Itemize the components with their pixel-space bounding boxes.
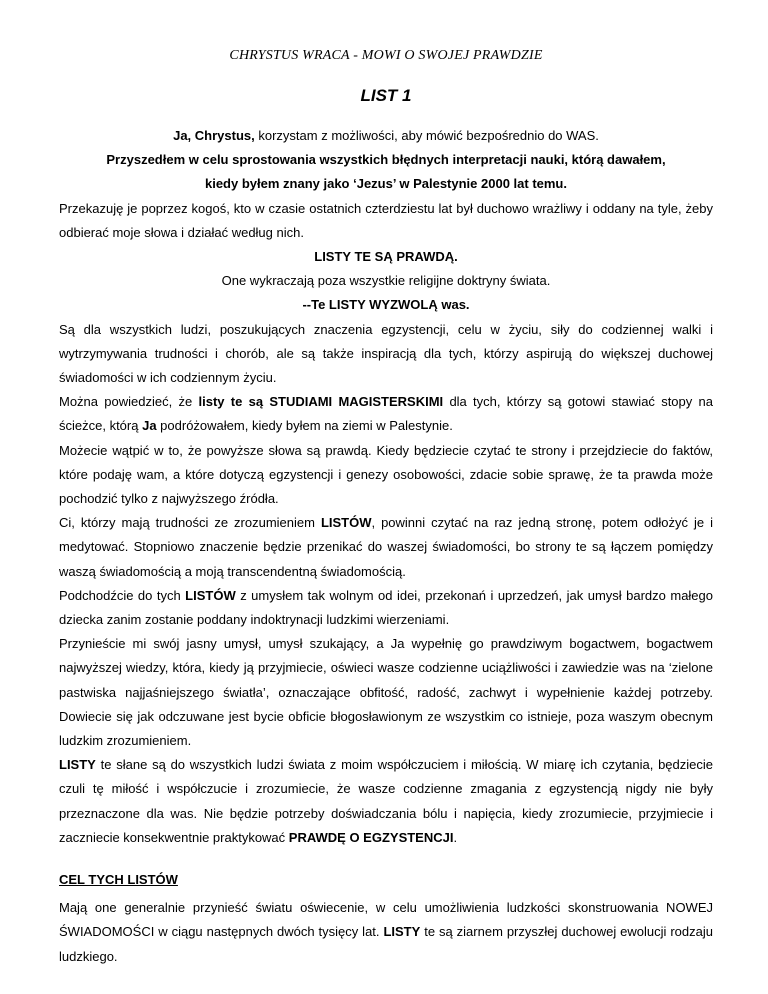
text-run: Ci, którzy mają trudności ze zrozumieniem bbox=[59, 515, 321, 531]
paragraph: Przekazuję je poprzez kogoś, kto w czasie ostatnich czterdziestu lat był duchowo wrażliwy i oddany na tyle, żeby odbierać moje słowa i działać według nich. bbox=[59, 200, 713, 240]
intro-line-doctrines: One wykraczają poza wszystkie religijne doktryny świata. bbox=[221, 273, 551, 289]
letter-title: LIST 1 bbox=[360, 86, 412, 105]
text-run: te słane są do wszystkich ludzi świata z moim współczuciem i miłością. W miarę ich czytania, będziecie czuli tę miłość i współczucie i zrozumiecie, że wasze codzienne zmagania z egzystencją nigdy nie były przeznaczone dla was. Nie będzie potrzeby doświadczania bólu i napięcia, kiedy zrozumiecie, przyjmiecie i zaczniecie konsekwentnie praktykować bbox=[59, 757, 713, 845]
paragraph: Przynieście mi swój jasny umysł, umysł szukający, a Ja wypełnię go prawdziwym bogactwem, bogactwem najwyższej wiedzy, która, kiedy ją przyjmiecie, oświeci wasze codzienne uciążliwości i zawiedzie was na ‘zielone pastwiska najjaśniejszego światła’, oznaczające obfitość, radość, zachwyt i wypełnienie każdej potrzeby. Dowiecie się jak odczuwane jest bycie obficie błogosławionym ze wszystkim co istnieje, poza waszym obecnym ludzkim zrozumieniem. bbox=[59, 636, 713, 749]
text-run-bold: PRAWDĘ O EGZYSTENCJI bbox=[288, 829, 454, 845]
intro-line-2: Przyszedłem w celu sprostowania wszystkich błędnych interpretacji nauki, którą dawałem, bbox=[106, 152, 666, 168]
text-run: . bbox=[453, 829, 458, 845]
text-run: Mają one generalnie przynieść światu oświecenie, w celu umożliwienia ludzkości skonstruowania NOWEJ ŚWIADOMOŚCI w ciągu następnych dwóch tysięcy lat. bbox=[59, 900, 713, 940]
paragraph: Możecie wątpić w to, że powyższe słowa są prawdą. Kiedy będziecie czytać te strony i przejdziecie do faktów, które podaję wam, a które dotyczą egzystencji i genezy osobowości, zdacie sobie sprawę, że ta prawda może pochodzić tylko z najwyższego źródła. bbox=[59, 442, 713, 507]
text-run-bold: LISTÓW bbox=[320, 515, 372, 531]
intro-line-free: --Te LISTY WYZWOLĄ was. bbox=[302, 297, 470, 313]
text-run: dla tych, którzy są gotowi stawiać stopy na ścieżce, którą bbox=[59, 394, 713, 434]
text-run: Można powiedzieć, że bbox=[59, 394, 199, 410]
paragraph bbox=[59, 511, 713, 584]
intro-line-3: kiedy byłem znany jako ‘Jezus’ w Palestynie 2000 lat temu. bbox=[204, 176, 567, 192]
intro-line-1 bbox=[59, 124, 713, 148]
intro-line-truth: LISTY TE SĄ PRAWDĄ. bbox=[314, 249, 458, 265]
section-heading: CEL TYCH LISTÓW bbox=[59, 872, 178, 888]
text-run-bold: LISTY bbox=[59, 757, 96, 773]
document-page bbox=[59, 48, 713, 969]
paragraph: Są dla wszystkich ludzi, poszukujących znaczenia egzystencji, celu w życiu, siły do codziennej walki i wytrzymywania trudności i chorób, ale są także inspiracją dla tych, którzy aspirują do większej duchowej świadomości w ich codziennym życiu. bbox=[59, 321, 713, 386]
text-run-bold: LISTÓW bbox=[185, 587, 236, 603]
paragraph bbox=[59, 584, 713, 632]
paragraph bbox=[59, 390, 713, 438]
text-run: Podchodźcie do tych bbox=[59, 587, 186, 603]
text-run-bold: LISTY bbox=[383, 924, 421, 940]
intro-text: korzystam z możliwości, aby mówić bezpośrednio do WAS. bbox=[254, 128, 599, 143]
text-run: z umysłem tak wolnym od idei, przekonań i uprzedzeń, jak umysł bardzo małego dziecka zanim zostanie poddany indoktrynacji ludzkimi wierzeniami. bbox=[59, 587, 713, 628]
paragraph bbox=[59, 753, 713, 850]
paragraph bbox=[59, 896, 713, 969]
text-run: podróżowałem, kiedy byłem na ziemi w Palestynie. bbox=[156, 418, 453, 434]
document-header: CHRYSTUS WRACA - MOWI O SWOJEJ PRAWDZIE bbox=[229, 48, 543, 63]
text-run: , powinni czytać na raz jedną stronę, potem odłożyć je i medytować. Stopniowo znaczenie będzie przenikać do waszej świadomości, bo strony te są łączem pomiędzy waszą świadomością a moją transcendentną świadomością. bbox=[59, 515, 713, 579]
text-run-bold: listy te są STUDIAMI MAGISTERSKIMI bbox=[198, 394, 444, 410]
text-run-bold: Ja bbox=[142, 418, 157, 434]
intro-bold-speaker: Ja, Chrystus, bbox=[173, 128, 255, 143]
text-run: te są ziarnem przyszłej duchowej ewolucji rodzaju ludzkiego. bbox=[59, 924, 713, 964]
